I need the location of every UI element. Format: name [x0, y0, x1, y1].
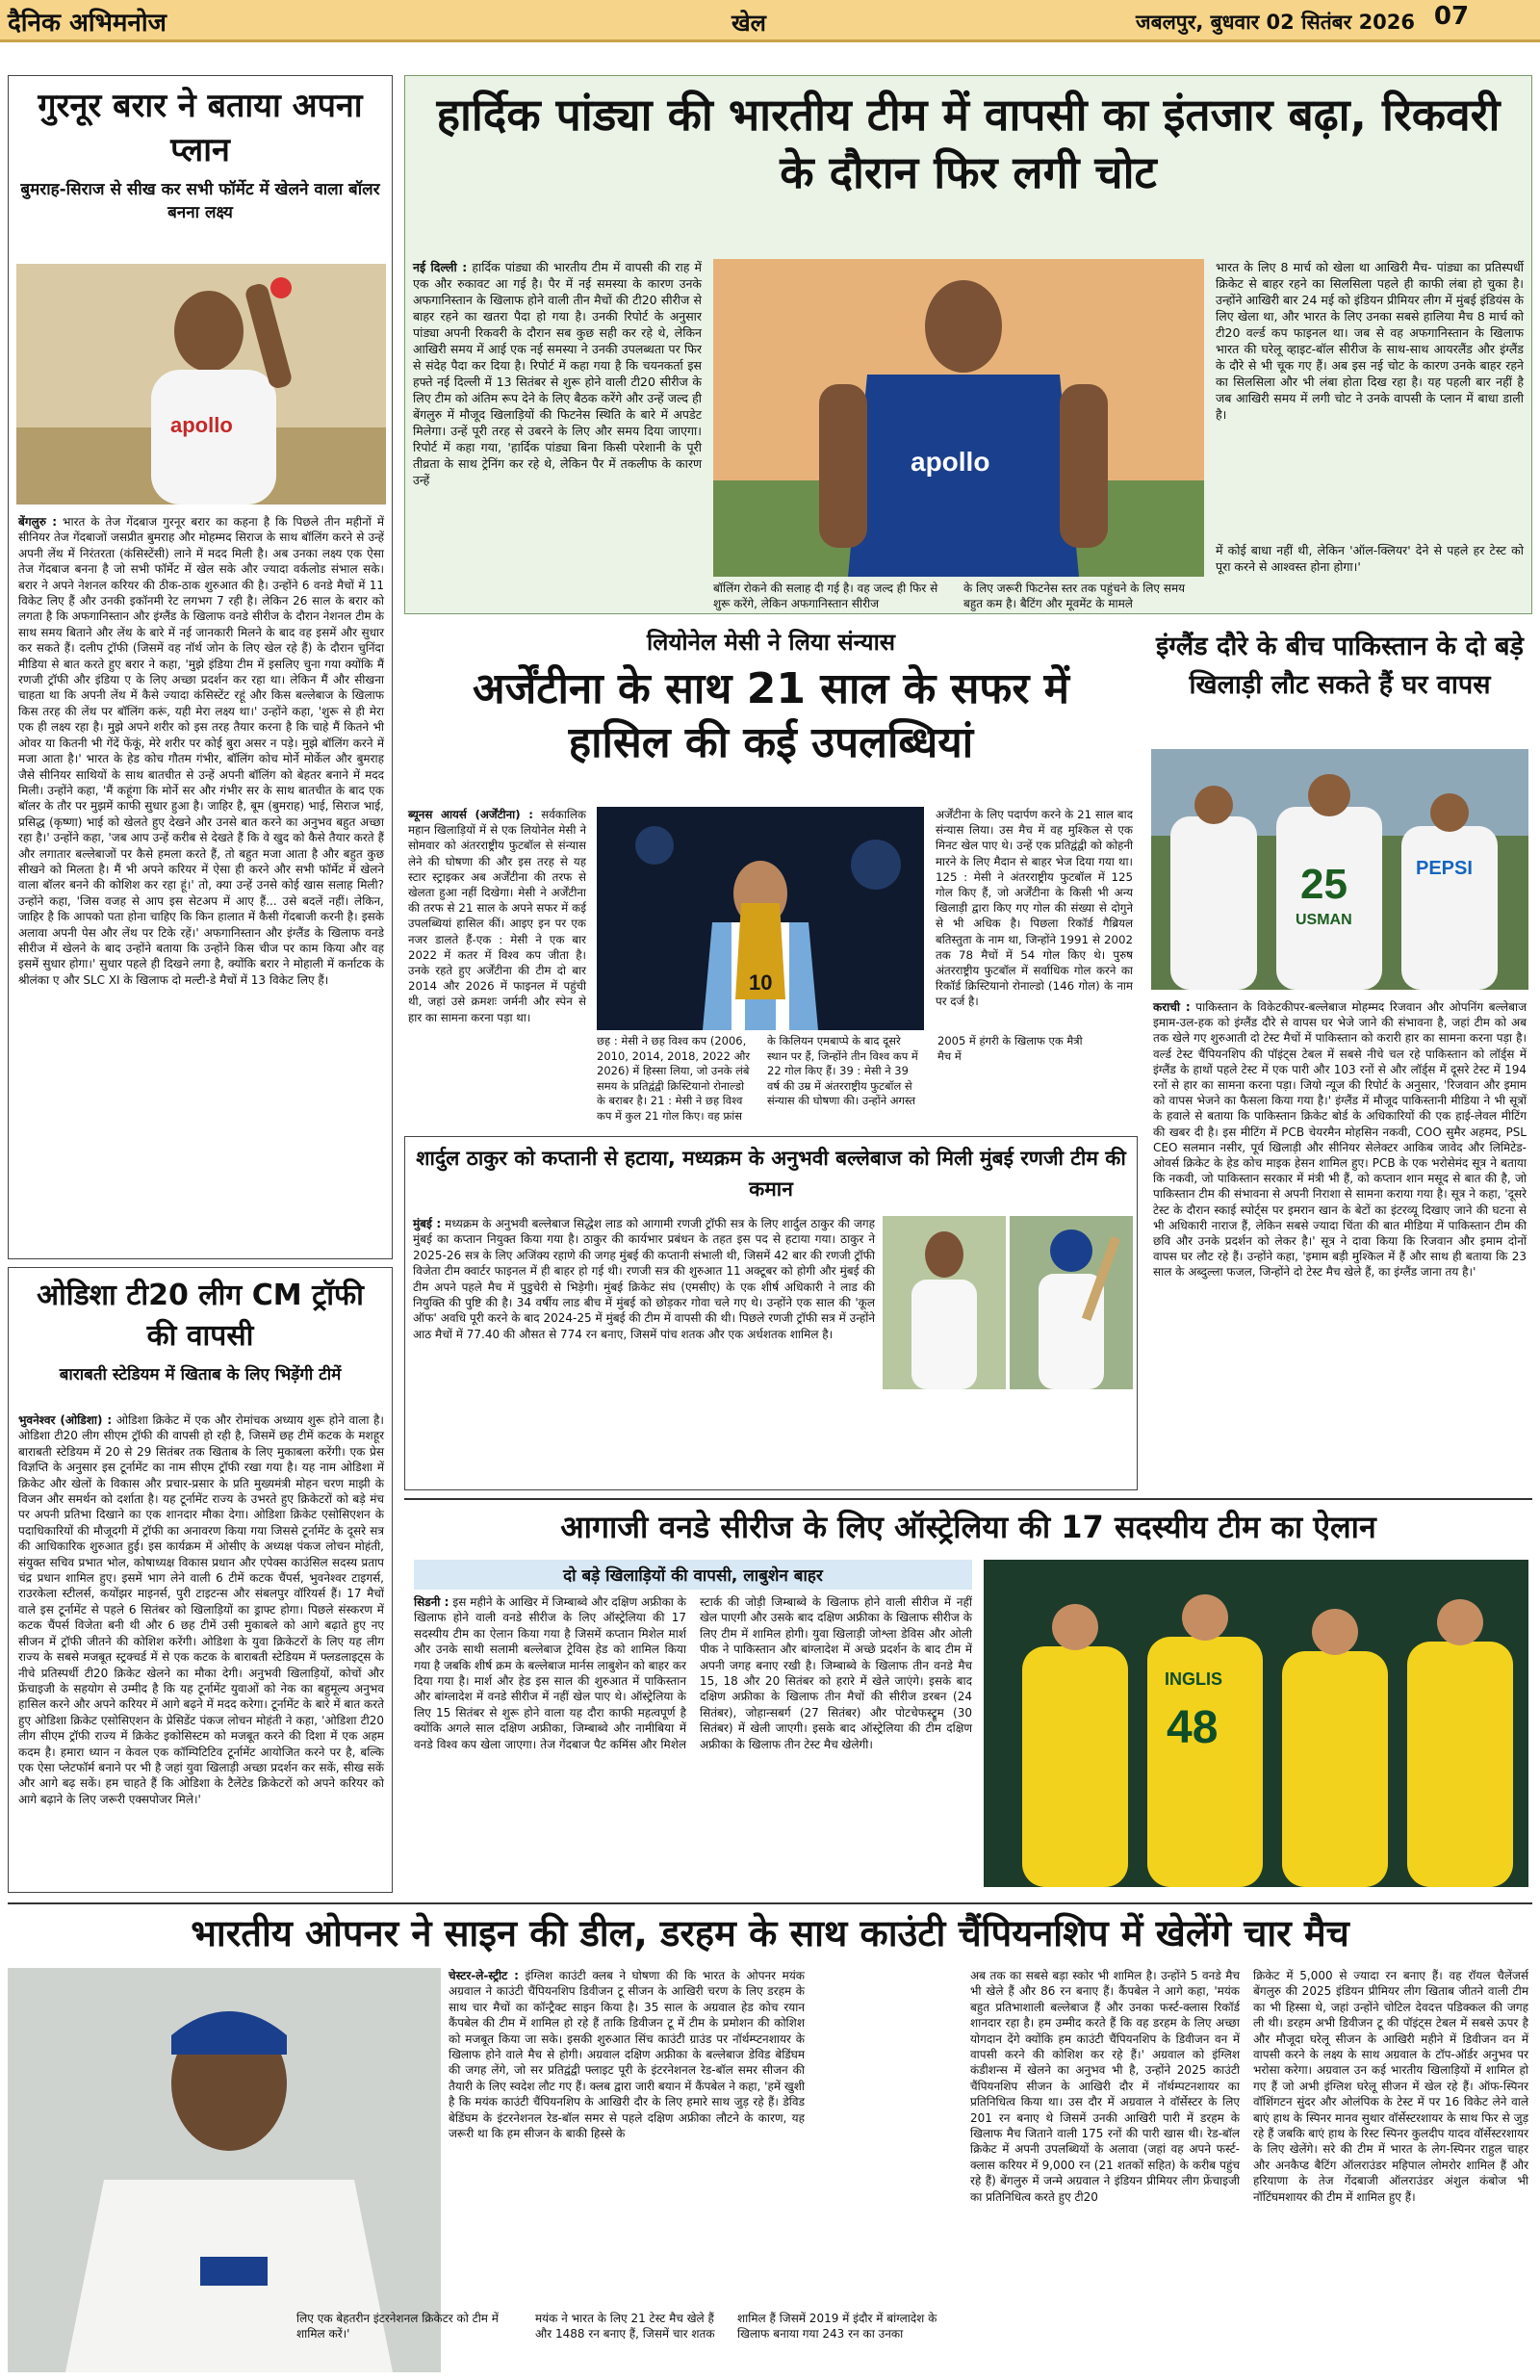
pakistan-photo: [1151, 749, 1528, 990]
shardul-body: [413, 1216, 875, 1486]
mayank-body-mid: [970, 1968, 1240, 2372]
gurnoor-text: भारत के तेज गेंदबाज गुरनूर बरार का कहना है कि पिछले तीन महीनों में सीनियर तेज गेंदबाजों जसप्रीत बुमराह और मोहम्मद सिराज के साथ बॉलिंग करने से उन्हें अपनी लेंथ में निरंतरता (कंसिस्टेंसी) लाने में मदद मिली है। अब उनका लक्ष्य एक ऐसा तेज गेंदबाज बनना है जो सभी फॉर्मेट में खेल सके और ज्यादा वर्कलोड संभाल सके। बरार ने अपने नेशनल करियर की ठीक-ठाक शुरुआत की है। उन्होंने 6 वनडे मैचों में 11 विकेट लिए हैं और उनकी इकॉनमी रेट लगभग 7 रही है। लेकिन 26 साल के बरार को लगता है कि अफगानिस्तान और इंग्लैंड के खिलाफ वनडे सीरीज के दौरान नेशनल टीम के साथ समय बिताने और लेंथ के बारे में नई जानकारी मिलने के बाद वह इसमें और सुधार कर सकते हैं। दलीप ट्रॉफी (जिसमें वह नॉर्थ जोन के लिए खेल रहे हैं) के दौरान चुनिंदा मीडिया से बात करते हुए बरार ने कहा, 'मुझे इंडिया टीम में इसलिए चुना गया क्योंकि मैं रणजी ट्रॉफी और इंडिया ए के लिए अच्छा प्रदर्शन कर रहा था। लेकिन मैं और सीखना चाहता था कि अपनी लेंथ में कैसे ज्यादा कंसिस्टेंट रहूं और किस बल्लेबाज के खिलाफ किस तरह की लेंथ पर बॉलिंग करूं, यही मेरा लक्ष्य था।' उन्होंने कहा, 'शुरू से ही मेरा एक ही लक्ष्य रहा है। मुझे अपने शरीर को इस तरह तैयार करना है कि चाहे मैं कितने भी ओवर या कितनी भी गेंदें फेंकूं, मेरे शरीर पर कोई बुरा असर न पड़े। मुझे बॉलिंग करने में मजा आता है।' भारत के हेड कोच गौतम गंभीर, बॉलिंग कोच मोर्ने मोर्केल और बुमराह जैसे सीनियर साथियों के साथ बातचीत से उन्हें अपनी बॉलिंग को बेहतर बनाने में मदद मिली। उन्होंने कहा, 'मैं कहूंगा कि मोर्ने सर और गंभीर सर के साथ बातचीत के बाद एक बॉलर के तौर पर मुझमें काफी सुधार हुआ है। जाहिर है, बूम (बुमराह) भाई, सिराज भाई, प्रसिद्ध (कृष्णा) भाई को खेलते हुए देखने और उनसे बात करने का अनुभव बहुत अच्छा रहा है।' उन्होंने कहा, 'जब आप उन्हें करीब से देखते हैं कि वे खुद को कैसे तैयार करते हैं और लगातार बल्लेबाजों पर कैसे हमला करते हैं, तो बहुत मजा आता है और बहुत कुछ सीखने को मिलता है। मैं भी अपने करियर में ऐसा ही करने और सभी फॉर्मेट में खेलने वाला बॉलर बनने की कोशिश कर रहा हूं।' तो, क्या उन्हें उनसे कोई खास सलाह मिली? उन्होंने कहा, 'जिस वजह से आप इस सेटअप में आए हैं... उसे बदलें नहीं। लेकिन, जाहिर है कि आपको पता होना चाहिए कि किन हालात में कैसी गेंदबाजी करनी है। इसके अलावा अपनी पेस और लेंथ पर टिके रहें।' अफगानिस्तान और इंग्लैंड के खिलाफ वनडे सीरीज में खेलने के बाद उन्होंने बताया कि उन्होंने किस चीज पर काम किया और वह इसमें सुधार होगा।' सुधार पहले ही दिखने लगा है, क्योंकि बरार ने मोहाली में कर्नाटक के श्रीलंका ए और SLC XI के खिलाफ दो मल्टी-डे मैचों में 13 विकेट लिए हैं।: [18, 515, 384, 987]
gurnoor-body: [18, 514, 384, 1251]
hardik-photo: [713, 259, 1204, 577]
messi-text-left: सर्वकालिक महान खिलाड़ियों में से एक लियोनेल मेसी ने सोमवार को अंतरराष्ट्रीय फुटबॉल से संन्यास लेने की घोषणा की और इस तरह से यह स्टार स्ट्राइकर अब अर्जेंटीना की तरफ से खेलता हुआ नहीं दिखेगा। मेसी ने अर्जेंटीना की तरफ से 21 साल के अपने सफर में कई उपलब्धियां हासिल कीं। आइए इन पर एक नजर डालते हैं-एक : मेसी ने एक बार 2022 में कतर में विश्व कप जीता है। उनके रहते हुए अर्जेंटीना की टीम दो बार 2014 और 2026 में फाइनल में पहुंची थी, जहां उसे क्रमशः जर्मनी और स्पेन से हार का सामना करना पड़ा था।: [408, 808, 586, 1024]
hardik-jersey-text: apollo: [911, 447, 990, 477]
mayank-text-right: क्रिकेट में 5,000 से ज्यादा रन बनाए हैं। वह रॉयल चैलेंजर्स बेंगलुरु की 2025 इंडियन प्रीमियर लीग खिताब जीतने वाली टीम का भी हिस्सा थे, जहां उन्होंने चोटिल देवदत्त पडिक्कल की जगह ली थी। डरहम अभी डिवीजन टू की पॉइंट्स टेबल में सबसे ऊपर है और मौजूदा घरेलू सीजन के आखिरी महीने में डिवीजन वन में वापसी करने के लक्ष्य के साथ अग्रवाल के टॉप-ऑर्डर अनुभव पर भरोसा करेगा। अग्रवाल उन कई भारतीय खिलाड़ियों में शामिल हो गए हैं जो अभी इंग्लिश घरेलू सीजन में खेल रहे हैं। ऑफ-स्पिनर वॉशिंगटन सुंदर और ओलंपिक के टेस्ट में पर 16 विकेट लेने वाले बाएं हाथ के स्पिनर मानव सुथार वॉर्सेस्टरशायर के साथ फिर से जुड़ रहे हैं जबकि बाएं हाथ के रिस्ट स्पिनर कुलदीप यादव वॉर्सेस्टरशायर के लिए खेलेंगे। सरे की टीम में भारत के लेग-स्पिनर राहुल चाहर और अनकैप्ड बैटिंग ऑलराउंडर महिपाल लोमरोर शामिल हैं और हरियाणा के तेज गेंदबाजी ऑलराउंडर अंशुल कंबोज भी नॉटिंघमशायर की टीम में शामिल हुए हैं।: [1253, 1969, 1528, 2204]
pakistan-jersey-name: USMAN: [1296, 912, 1352, 928]
hardik-body-left: [413, 259, 702, 586]
mayank-caption-b: मयंक ने भारत के लिए 21 टेस्ट मैच खेले हैं और 1488 रन बनाए हैं, जिसमें चार शतक: [535, 2312, 715, 2341]
gurnoor-headline: गुरनूर बरार ने बताया अपना प्लान: [38, 87, 363, 169]
pakistan-headline: इंग्लैंड दौरे के बीच पाकिस्तान के दो बड़े खिलाड़ी लौट सकते हैं घर वापस: [1156, 632, 1524, 700]
messi-article: [404, 624, 1138, 1126]
mayank-headline: भारतीय ओपनर ने साइन की डील, डरहम के साथ काउंटी चैंपियनशिप में खेलेंगे चार मैच: [191, 1912, 1349, 1954]
section-label: खेल: [732, 10, 766, 37]
messi-headline: अर्जेंटीना के साथ 21 साल के सफर में हासिल की कई उपलब्धियां: [473, 664, 1069, 767]
masthead: [8, 4, 167, 39]
mayank-body-left: [449, 1968, 805, 2307]
mayank-text-mid: अब तक का सबसे बड़ा स्कोर भी शामिल है। उन्होंने 5 वनडे मैच भी खेले हैं और 86 रन बनाए हैं। कैंपबेल ने आगे कहा, 'मयंक बहुत प्रतिभाशाली बल्लेबाज हैं और उनका फर्स्ट-क्लास रिकॉर्ड शानदार रहा है। हम उम्मीद करते हैं कि वह डरहम के लिए अच्छा योगदान देंगे क्योंकि हम काउंटी चैंपियनशिप के डिवीजन वन में वापसी करने की कोशिश कर रहे हैं।' अग्रवाल को इंग्लिश कंडीशन्स में खेलने का अनुभव भी है, उन्होंने 2025 काउंटी चैंपियनशिप सीजन के आखिरी दौर में नॉर्थम्पटनशायर का प्रतिनिधित्व किया था। उस दौर में अग्रवाल ने वॉर्सेस्टर के लिए 201 रन बनाए थे जिसमें उनकी आखिरी पारी में डरहम के खिलाफ मैच जिताने वाली 175 रनों की पारी खास थी। रेड-बॉल क्रिकेट में अपनी उपलब्धियों के अलावा (जहां वह अपने फर्स्ट-क्लास करियर में 9,000 रन (21 शतकों सहित) के करीब पहुंच रहे हैं) बेंगलुरु में जन्मे अग्रवाल ने इंडियन प्रीमियर लीग फ्रेंचाइजी का प्रतिनिधित्व करते हुए टी20: [970, 1969, 1240, 2204]
australia-subhead: दो बड़े खिलाड़ियों की वापसी, लाबुशेन बाहर: [414, 1560, 972, 1590]
pakistan-lead: कराची :: [1153, 1000, 1191, 1014]
gurnoor-article: [8, 75, 393, 1259]
hardik-article: [404, 75, 1532, 614]
messi-text-right: अर्जेंटीना के लिए पदार्पण करने के 21 साल बाद संन्यास लिया। उस मैच में वह मुश्किल से एक मिनट खेल पाए थे। उन्हें एक प्रतिद्वंद्वी को कोहनी मारने के लिए मैदान से बाहर भेज दिया गया था। 125 : मेसी ने अंतरराष्ट्रीय फुटबॉल में 125 गोल किए हैं, जो अर्जेंटीना के किसी भी अन्य खिलाड़ी द्वारा किए गए गोल की संख्या से दोगुने से भी अधिक है। पिछला रिकॉर्ड गैब्रियल बतिस्तुता के नाम था, जिन्होंने 1991 से 2002 तक 78 मैचों में 54 गोल किए थे। पुरुष अंतरराष्ट्रीय फुटबॉल में सर्वाधिक गोल करने का रिकॉर्ड क्रिस्टियानो रोनाल्डो (146 गोल) के नाम पर दर्ज है।: [936, 808, 1133, 1009]
pakistan-jersey-number: 25: [1300, 861, 1348, 908]
gurnoor-lead: बेंगलुरु :: [18, 515, 58, 529]
australia-article: [404, 1498, 1532, 1893]
hardik-quote-end: में कोई बाधा नहीं थी, लेकिन 'ऑल-क्लियर' देने से पहले हर टेस्ट को पूरा करने से आश्वस्त होना होगा।': [1216, 543, 1524, 574]
hardik-text-right: भारत के लिए 8 मार्च को खेला था आखिरी मैच- पांड्या का प्रतिस्पर्धी क्रिकेट से बाहर रहने का सिलसिला पहले ही काफी लंबा हो चुका है। उन्होंने आखिरी बार 24 मई को इंडियन प्रीमियर लीग में मुंबई इंडियंस के लिए खेला था, और भारत के लिए उनका सबसे हालिया मैच 8 मार्च को टी20 वर्ल्ड कप फाइनल था। जब से वह अफगानिस्तान के खिलाफ भारत की घरेलू व्हाइट-बॉल सीरीज के साथ-साथ आयरलैंड और इंग्लैंड के दौरे से भी चूक गए हैं। अब इस नई चोट के कारण उनके बाहर रहने का सिलसिला और भी लंबा होता दिख रहा है। यह पहली बार नहीं है जब आखिरी समय में लगी चोट ने उनके वापसी के प्लान में बाधा डाली है।: [1216, 260, 1524, 422]
australia-body: [414, 1594, 972, 1889]
odisha-text: ओडिशा क्रिकेट में एक और रोमांचक अध्याय शुरू होने वाला है। ओडिशा टी20 लीग सीएम ट्रॉफी की वापसी हो रही है, जिसमें छह टीमें कटक के मशहूर बाराबती स्टेडियम में 20 से 29 सितंबर तक खिताब के लिए मुकाबला करेंगी। एक प्रेस विज्ञप्ति के अनुसार इस टूर्नामेंट का नाम सीएम ट्रॉफी रखा गया है। यह नाम ओडिशा में क्रिकेट और खेलों के विकास और प्रचार-प्रसार के प्रति मुख्यमंत्री मोहन चरण माझी के विजन और समर्थन को दर्शाता है। यह टूर्नामेंट राज्य के उभरते हुए क्रिकेटरों को बड़े मंच पर अपनी प्रतिभा दिखाने का एक शानदार मौका देगा। ओडिशा क्रिकेट एसोसिएशन के पदाधिकारियों की मौजूदगी में ट्रॉफी का अनावरण किया गया जिससे टूर्नामेंट के दूसरे सत्र की आधिकारिक शुरुआत हुई। इस कार्यक्रम में ओसीए के अध्यक्ष पंकज लोचन मोहंती, संयुक्त सचिव प्रभात भोल, कोषाध्यक्ष विकास प्रधान और एपेक्स काउंसिल सदस्य प्रताप चंद्र प्रधान शामिल हुए। इसमें भाग लेने वाली 6 टीमें कटक चैंपर्स, भुवनेश्वर टाइगर्स, राउरकेला स्टीलर्स, कयोंझर माइनर्स, पुरी टाइटन्स और संबलपुर वॉरियर्स हैं। 17 मैचों वाले इस टूर्नामेंट से पहले 6 सितंबर को खिलाड़ियों का ड्राफ्ट होगा। पिछले संस्करण में कटक चैंपर्स विजेता बनी थी और 6 छह टीमें उसी मुकाबले को आगे बढ़ाते हुए नए सीजन में ट्रॉफी जीतने की कोशिश करेंगी। ओडिशा के युवा क्रिकेटरों के लिए यह लीग राज्य के सबसे मजबूत स्ट्रक्चर्ड में से एक कटक के बाराबती स्टेडियम में फ्लडलाइट्स के नीचे प्रतिस्पर्धी टी20 क्रिकेट खेलने का मौका देगी। अनुभवी खिलाड़ियों, कोचों और फ्रेंचाइजी के सहयोग से उम्मीद है कि यह टूर्नामेंट युवाओं को नेक का बहुमूल्य अनुभव हासिल करने और अपने करियर में आगे बढ़ने में मदद करेगा। टूर्नामेंट के बारे में बात करते हुए ओडिशा क्रिकेट एसोसिएशन के प्रेसिडेंट पंकज लोचन मोहंती ने कहा, 'ओडिशा टी20 लीग सीएम ट्रॉफी राज्य में क्रिकेट इकोसिस्टम को मजबूत करने की दिशा में एक अहम कदम है। हमारा ध्यान न केवल एक कॉम्पिटिटिव टूर्नामेंट आयोजित करने पर है, बल्कि एक ऐसा प्लेटफॉर्म बनाने पर भी है जहां युवा खिलाड़ी अच्छा प्रदर्शन कर सकें, सीख सकें और आगे बढ़ सकें। हम चाहते हैं कि ओडिशा के टैलेंटेड क्रिकेटरों को अपने करियर को आगे बढ़ाने के लिए जरूरी एक्सपोजर मिले।': [18, 1413, 384, 1806]
shardul-text: मध्यक्रम के अनुभवी बल्लेबाज सिद्धेश लाड को आगामी रणजी ट्रॉफी सत्र के लिए शार्दुल ठाकुर की जगह मुंबई का कप्तान नियुक्त किया गया है। ठाकुर की कार्यभार प्रबंधन के तहत इस पद से हटाया गया। ठाकुर ने 2025-26 सत्र के लिए अजिंक्य रहाणे की जगह मुंबई की कप्तानी संभाली थी, जिसमें 42 बार की रणजी ट्रॉफी विजेता टीम क्वार्टर फाइनल में ही बाहर हो गई थी। रणजी सत्र की शुरुआत 11 अक्टूबर को होगी और मुंबई की टीम अपने पहले मैच में पुडुचेरी से भिड़ेगी। मुंबई क्रिकेट संघ (एमसीए) के एक शीर्ष अधिकारी ने लाड की नियुक्ति की पुष्टि की है। 34 वर्षीय लाड बीच में मुंबई को छोड़कर गोवा चले गए थे। उन्होंने एक साल की 'कूल ऑफ' अवधि पूरी करने के बाद 2024-25 में मुंबई की टीम में वापसी की थी। पिछले रणजी ट्रॉफी सत्र में उन्होंने आठ मैचों में 77.40 की औसत से 774 रन बनाए, जिसमें पांच शतक और एक अर्धशतक शामिल है।: [413, 1217, 875, 1341]
australia-photo: [984, 1560, 1528, 1887]
messi-caption: छह : मेसी ने छह विश्व कप (2006, 2010, 2014, 2018, 2022 और 2026) में हिस्सा लिया, जो उनके लंबे समय के प्रतिद्वंद्वी क्रिस्टियानो रोनाल्डो के बराबर है। 21 : मेसी ने छह विश्व कप में कुल 21 गोल किए। वह फ्रांस के किलियन एमबाप्पे के बाद दूसरे स्थान पर हैं, जिन्होंने तीन विश्व कप में 22 गोल किए हैं। 39 : मेसी ने 39 वर्ष की उम्र में अंतरराष्ट्रीय फुटबॉल से संन्यास की घोषणा की। उन्होंने अगस्त 2005 में हंगरी के खिलाफ एक मैत्री मैच में: [597, 1034, 1083, 1123]
mayank-lead: चेस्टर-ले-स्ट्रीट :: [449, 1969, 519, 1982]
shardul-article: [404, 1136, 1138, 1490]
shardul-lead: मुंबई :: [413, 1217, 442, 1230]
messi-body-right: [936, 807, 1133, 1125]
jersey-brand-text: apollo: [170, 413, 233, 437]
australia-text: इस महीने के आखिर में जिम्बाब्वे और दक्षिण अफ्रीका के खिलाफ होने वाली वनडे सीरीज के लिए ऑस्ट्रेलिया की 17 सदस्यीय टीम का ऐलान किया गया है जिसमें कप्तान मिशेल मार्श और उनके साथी सलामी बल्लेबाज ट्रेविस हेड को शामिल किया गया है जबकि शीर्ष क्रम के बल्लेबाज मार्नस लाबुशेन को बाहर कर दिया गया है। मार्श और हेड इस साल की शुरुआत में पाकिस्तान और बांग्लादेश में वनडे सीरीज में नहीं खेल पाए थे। ऑस्ट्रेलिया के लिए 15 सितंबर से शुरू होने वाला यह दौरा काफी महत्वपूर्ण है क्योंकि अगले साल दक्षिण अफ्रीका, जिम्बाब्वे और नामीबिया में वनडे विश्व कप खेला जाएगा। तेज गेंदबाज पैट कमिंस और मिशेल स्टार्क की जोड़ी जिम्बाब्वे के खिलाफ होने वाली सीरीज में नहीं खेल पाएगी और उसके बाद दक्षिण अफ्रीका के खिलाफ सीरीज के लिए टीम में शामिल होगी। युवा खिलाड़ी जोश्ला डेविस और ओली पीक ने पाकिस्तान और बांग्लादेश में अच्छे प्रदर्शन के बाद टीम में अपनी जगह बनाए रखी है। जिम्बाब्वे के खिलाफ तीन वनडे मैच 15, 18 और 20 सितंबर को हरारे में खेले जाएंगे। इसके बाद दक्षिण अफ्रीका के खिलाफ तीन मैचों की सीरीज डरबन (24 सितंबर), जोहान्सबर्ग (27 सितंबर) और पोटचेफस्ट्रूम (30 सितंबर) में खेली जाएगी। इसके बाद ऑस्ट्रेलिया की टीम दक्षिण अफ्रीका के खिलाफ तीन टेस्ट मैच खेलेगी।: [414, 1595, 972, 1751]
hardik-headline: हार्दिक पांड्या की भारतीय टीम में वापसी का इंतजार बढ़ा, रिकवरी के दौरान फिर लगी चोट: [436, 89, 1501, 198]
messi-photo: [597, 807, 924, 1030]
messi-lead: ब्यूनस आयर्स (अर्जेंटीना) :: [408, 808, 533, 821]
mayank-caption-a: लिए एक बेहतरीन इंटरनेशनल क्रिकेटर को टीम में शामिल करें।': [296, 2312, 499, 2341]
pakistan-article: [1147, 624, 1532, 1490]
australia-jersey-name: INGLIS: [1165, 1669, 1223, 1689]
pakistan-text: पाकिस्तान के विकेटकीपर-बल्लेबाज मोहम्मद रिजवान और ओपनिंग बल्लेबाज इमाम-उल-हक को इंग्लैंड दौरे से वापस घर भेजे जाने की संभावना है, जहां टीम को अब तक खेले गए शुरुआती दो टेस्ट मैचों में पाकिस्तान को करारी हार का सामना करना पड़ा है। वर्ल्ड टेस्ट चैंपियनशिप की पॉइंट्स टेबल में सबसे नीचे चल रहे पाकिस्तान को लॉर्ड्स में इंग्लैंड के हाथों पहले टेस्ट में एक पारी और 103 रनों से और लॉर्ड्स में दूसरे टेस्ट में 194 रनों से हार का सामना करना पड़ा। जियो न्यूज की रिपोर्ट के अनुसार, 'रिजवान और इमाम को वापस भेजने का फैसला किया गया है।' इंग्लैंड में मौजूद पाकिस्तानी मीडिया ने भी सूत्रों के हवाले से बताया कि पाकिस्तान क्रिकेट बोर्ड के अधिकारियों की एक हाई-लेवल मीटिंग की खबर दी है। इस मीटिंग में PCB चेयरमैन मोहसिन नकवी, COO सुमैर अहमद, PSL CEO सलमान नसीर, पूर्व खिलाड़ी और सीनियर सेलेक्टर आकिब जावेद और लिमिटेड-ओवर्स क्रिकेट के हेड कोच माइक हेसन शामिल हुए। PCB के एक भरोसेमंद सूत्र ने बताया कि नकवी, जो पाकिस्तान सरकार में मंत्री भी हैं, को कप्तान शान मसूद से बात की है, जो पाकिस्तान टीम की संभावना से अपनी निराशा से सामना कराया गया है। सूत्र ने कहा, 'दूसरे टेस्ट के दौरान स्काई स्पोर्ट्स पर इमरान खान के बेटों का इंटरव्यू दिखाए जाने की घटना से भी अधिकारी नाराज हैं, लेकिन सबसे ज्यादा चिंता की बात मीडिया में पाकिस्तान टीम की छवि और उनके प्रदर्शन को लेकर है।' सूत्र ने दावा किया कि रिजवान और इमाम दोनों वापस घर लौट रहे हैं। उन्होंने कहा, 'इमाम बड़ी मुश्किल में हैं और साथ ही बताया कि 23 साल के अब्दुल्ला फजल, जिन्होंने दो टेस्ट मैच खेले हैं, का इंग्लैंड जाना तय है।': [1153, 1000, 1527, 1280]
pakistan-jersey-sponsor: PEPSI: [1416, 858, 1473, 879]
messi-number-text: 10: [749, 970, 773, 995]
shardul-photo-left: [883, 1216, 1006, 1389]
dateline: जबलपुर, बुधवार 02 सितंबर 2026: [1136, 11, 1416, 34]
mayank-caption-c: शामिल हैं जिसमें 2019 में इंदौर में बांग्लादेश के खिलाफ बनाया गया 243 रन का उनका: [737, 2312, 937, 2341]
gurnoor-subhead: बुमराह-सिराज से सीख कर सभी फॉर्मेट में खेलने वाला बॉलर बनना लक्ष्य: [20, 180, 380, 222]
page-header: [0, 0, 1540, 42]
australia-lead: सिडनी :: [414, 1595, 449, 1609]
gurnoor-photo: [16, 264, 386, 504]
odisha-headline: ओडिशा टी20 लीग CM ट्रॉफी की वापसी: [37, 1279, 364, 1353]
messi-kicker: लियोनेल मेसी ने लिया संन्यास: [646, 629, 896, 656]
hardik-caption-mid: बॉलिंग रोकने की सलाह दी गई है। वह जल्द ही फिर से शुरू करेंगे, लेकिन अफगानिस्तान सीरीज: [713, 582, 938, 610]
australia-jersey-number: 48: [1167, 1702, 1219, 1753]
odisha-article: [8, 1267, 393, 1893]
hardik-caption-right: के लिए जरूरी फिटनेस स्तर तक पहुंचने के लिए समय बहुत कम है। बैटिंग और मूवमेंट के मामले: [963, 582, 1186, 610]
messi-body-left: [408, 807, 586, 1125]
shardul-headline: शार्दुल ठाकुर को कप्तानी से हटाया, मध्यक्रम के अनुभवी बल्लेबाज को मिली मुंबई रणजी टीम की कमान: [416, 1147, 1126, 1201]
odisha-body: [18, 1412, 384, 1888]
australia-headline: आगाजी वनडे सीरीज के लिए ऑस्ट्रेलिया की 17 सदस्यीय टीम का ऐलान: [560, 1509, 1376, 1545]
shardul-photo-right: [1010, 1216, 1133, 1389]
hardik-body-right: [1216, 259, 1524, 538]
odisha-lead: भुवनेश्वर (ओडिशा) :: [18, 1413, 113, 1427]
odisha-subhead: बाराबती स्टेडियम में खिताब के लिए भिड़ेंगी टीमें: [59, 1365, 342, 1384]
hardik-text-left: हार्दिक पांड्या की भारतीय टीम में वापसी की राह में एक और रुकावट आ गई है। पैर में नई समस्या के कारण उनके अफगानिस्तान के खिलाफ होने वाली तीन मैचों की टी20 सीरीज से बाहर रहने का खतरा पैदा हो गया है। उनकी रिपोर्ट के अनुसार पांड्या अपनी रिकवरी के दौरान सब कुछ सही कर रहे थे, लेकिन आखिरी समय में आई एक नई समस्या ने उनकी उपलब्धता पर फिर से संदेह पैदा कर दिया है। रिपोर्ट में कहा गया है कि चयनकर्ता इस हफ्ते नई दिल्ली में 13 सितंबर से शुरू होने वाली टी20 सीरीज के लिए टीम को अंतिम रूप देने के लिए बैठक करेंगे और उन्हें जल्द ही बेंगलुरु में मौजूद खिलाड़ियों की फिटनेस स्थिति के बारे में अपडेट मिलेगा। उन्हें पूरी तरह से उबरने के लिए और समय दिया जाएगा। रिपोर्ट में कहा गया, 'हार्दिक पांड्या बिना किसी परेशानी के पूरी तीव्रता के साथ ट्रेनिंग कर रहे थे, लेकिन पैर में तकलीफ के कारण उन्हें: [413, 260, 702, 487]
masthead-title: दैनिक अभिमनोज: [8, 9, 167, 38]
hardik-lead: नई दिल्ली :: [413, 260, 468, 274]
mayank-text-left: इंग्लिश काउंटी क्लब ने घोषणा की कि भारत के ओपनर मयंक अग्रवाल ने काउंटी चैंपियनशिप डिवीजन टू सीजन के आखिरी चरण के लिए डरहम के साथ चार मैचों का कॉन्ट्रैक्ट साइन किया है। 35 साल के अग्रवाल हेड कोच रयान कैंपबेल की टीम में शामिल हो रहे हैं ताकि डिवीजन टू में टीम के प्रमोशन की कोशिश को मजबूत किया जा सके। इसकी शुरुआत सिंच काउंटी ग्राउंड पर नॉर्थम्प्टनशायर के खिलाफ होने वाले मैच से होगी। अग्रवाल दक्षिण अफ्रीका के बल्लेबाज डेविड बेडिंघम की जगह लेंगे, जो सर प्रतिद्वंद्वी फ्लाइट पूरी के इंटरनेशनल रेड-बॉल समर सीजन की तैयारी के लिए स्वदेश लौट गए हैं। क्लब द्वारा जारी बयान में कैंपबेल ने कहा, 'हमें खुशी है कि मयंक काउंटी चैंपियनशिप के आखिरी दौर के लिए हमारे साथ जुड़ रहे हैं। डेविड बेडिंघम के इंटरनेशनल रेड-बॉल समर से पहले दक्षिण अफ्रीका लौटने के कारण, यह जरूरी था कि हम सीजन के बाकी हिस्से के: [449, 1969, 805, 2141]
pakistan-body: [1153, 999, 1527, 1487]
page-number: 07: [1433, 2, 1470, 31]
mayank-body-right: [1253, 1968, 1528, 2372]
mayank-article: [8, 1902, 1532, 2372]
